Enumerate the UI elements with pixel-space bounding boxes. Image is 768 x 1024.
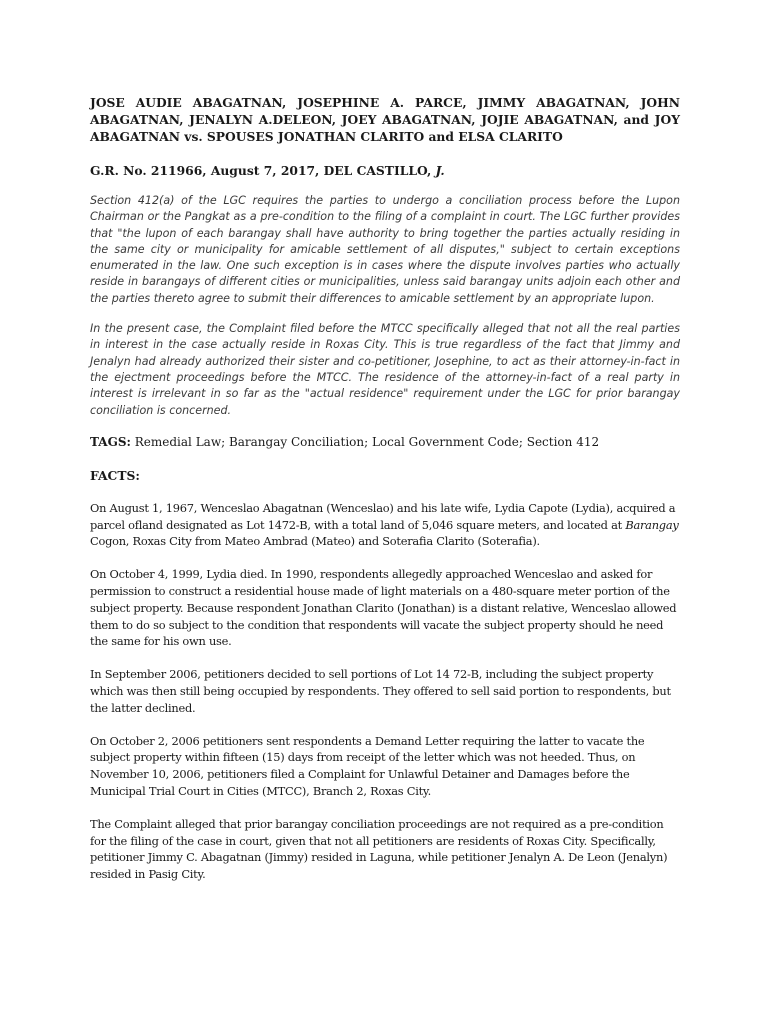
tags-value: Remedial Law; Barangay Conciliation; Local Government Code; Section 412 [130, 434, 600, 449]
document-page [90, 94, 680, 883]
case-citation [90, 162, 680, 179]
facts-heading: FACTS: [90, 467, 140, 483]
tags-label: TAGS: [90, 434, 131, 449]
fact-1-italic: Barangay [625, 517, 679, 532]
tags-line [90, 434, 680, 451]
doctrine-paragraph-2: In the present case, the Complaint filed before the MTCC specifically alleged that not all the real parties in interest in the case actually reside in Roxas City. This is true regardless of the fact that Jimmy and Jenalyn had already authorized their sister and co-petitioner, Josephine, to act as their attorney-in-fact in the ejectment proceedings before the MTCC. The residence of the attorney-in-fact of a real party in interest is irrelevant in so far as the "actual residence" requirement under the LGC for prior barangay conciliation is concerned. [90, 322, 680, 417]
doctrine-paragraph-1: Section 412(a) of the LGC requires the parties to undergo a conciliation process before the Lupon Chairman or the Pangkat as a pre-condition to the filing of a complaint in court. The LGC further provides that "the lupon of each barangay shall have authority to bring together the parties actually residing in the same city or municipality for amicable settlement of all disputes," subject to certain exceptions enumerated in the law. One such exception is in cases where the dispute involves parties who actually reside in barangays of different cities or municipalities, unless said barangay units adjoin each other and the parties thereto agree to submit their differences to amicable settlement by an appropriate lupon. [90, 194, 680, 305]
fact-1-text-b: Cogon, Roxas City from Mateo Ambrad (Mateo) and Soterafia Clarito (Soterafia). [90, 534, 540, 549]
fact-paragraph-4: On October 2, 2006 petitioners sent respondents a Demand Letter requiring the latter to vacate the subject property within fifteen (15) days from receipt of the letter which was not heeded. Thus, on November 10, 2006, petitioners filed a Complaint for Unlawful Detainer and Damages before the Municipal Trial Court in Cities (MTCC), Branch 2, Roxas City. [90, 733, 645, 799]
fact-paragraph-3: In September 2006, petitioners decided to sell portions of Lot 14 72-B, including the subject property which was then still being occupied by respondents. They offered to sell said portion to respondents, but the latter declined. [90, 667, 671, 715]
fact-paragraph-5: The Complaint alleged that prior barangay conciliation proceedings are not required as a pre-condition for the filing of the case in court, given that not all petitioners are residents of Roxas City. Specifically, petitioner Jimmy C. Abagatnan (Jimmy) resided in Laguna, while petitioner Jenalyn A. De Leon (Jenalyn) resided in Pasig City. [90, 816, 668, 882]
fact-paragraph-2: On October 4, 1999, Lydia died. In 1990, respondents allegedly approached Wenceslao and asked for permission to construct a residential house made of light materials on a 480-square meter portion of the subject property. Because respondent Jonathan Clarito (Jonathan) is a distant relative, Wenceslao allowed them to do so subject to the condition that respondents will vacate the subject property should he need the same for his own use. [90, 567, 677, 649]
fact-1-text-a: On August 1, 1967, Wenceslao Abagatnan (Wenceslao) and his late wife, Lydia Capote (Lydia), acquired a parcel ofland designated as Lot 1472-B, with a total land of 5,046 square meters, and located at [90, 500, 676, 532]
case-title: JOSE AUDIE ABAGATNAN, JOSEPHINE A. PARCE, JIMMY ABAGATNAN, JOHN ABAGATNAN, JENALYN A.DELEON, JOEY ABAGATNAN, JOJIE ABAGATNAN, and JOY ABAGATNAN vs. SPOUSES JONATHAN CLARITO and ELSA CLARITO [90, 95, 680, 144]
fact-paragraph-1 [90, 500, 680, 550]
citation-text: G.R. No. 211966, August 7, 2017, DEL CASTILLO, [90, 163, 436, 178]
ponente-initial: J. [435, 163, 445, 178]
